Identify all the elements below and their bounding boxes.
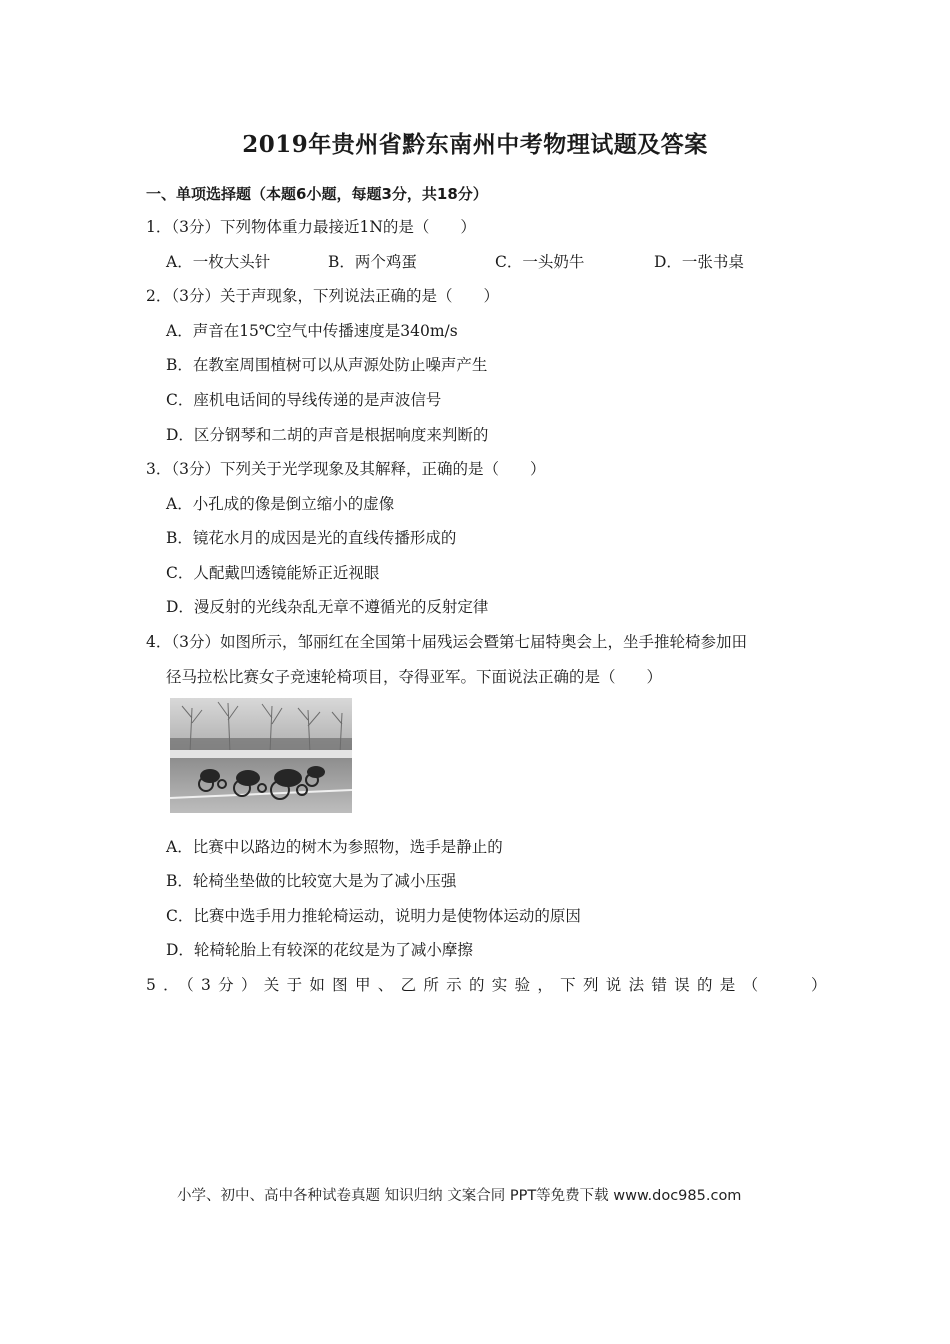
section-heading: 一、单项选择题（本题6小题，每题3分，共18分） (146, 185, 488, 203)
page-footer: 小学、初中、高中各种试卷真题 知识归纳 文案合同 PPT等免费下载 www.doc985.com (177, 1188, 742, 1204)
question-2-stem: 2．（3分）关于声现象，下列说法正确的是（ ） (146, 287, 499, 305)
question-4-stem-line2: 径马拉松比赛女子竞速轮椅项目，夺得亚军。下面说法正确的是（ ） (166, 668, 663, 686)
question-1-option-d: D．一张书桌 (654, 253, 744, 271)
page-title: 2019年贵州省黔东南州中考物理试题及答案 (242, 131, 708, 158)
question-3-option-c: C．人配戴凹透镜能矫正近视眼 (166, 564, 380, 582)
question-4-stem-line1: 4．（3分）如图所示，邹丽红在全国第十届残运会暨第七届特奥会上，坐手推轮椅参加田 (146, 633, 747, 651)
question-4-option-a: A．比赛中以路边的树木为参照物，选手是静止的 (166, 838, 503, 856)
question-1-option-c: C．一头奶牛 (495, 253, 585, 271)
question-3-stem: 3．（3分）下列关于光学现象及其解释，正确的是（ ） (146, 460, 546, 478)
question-1-option-b: B．两个鸡蛋 (328, 253, 417, 271)
question-3-option-b: B．镜花水月的成因是光的直线传播形成的 (166, 529, 457, 547)
question-1-stem: 1．（3分）下列物体重力最接近1N的是（ ） (146, 218, 476, 236)
question-5-stem: 5．（3分）关于如图甲、乙所示的实验，下列说法错误的是（ ） (146, 976, 834, 994)
question-3-option-d: D．漫反射的光线杂乱无章不遵循光的反射定律 (166, 598, 489, 616)
question-2-option-d: D．区分钢琴和二胡的声音是根据响度来判断的 (166, 426, 489, 444)
question-4-option-b: B．轮椅坐垫做的比较宽大是为了减小压强 (166, 872, 457, 890)
question-2-option-a: A．声音在15℃空气中传播速度是340m/s (166, 322, 458, 340)
question-1-option-a: A．一枚大头针 (166, 253, 271, 271)
question-3-option-a: A．小孔成的像是倒立缩小的虚像 (166, 495, 395, 513)
question-4-option-c: C．比赛中选手用力推轮椅运动，说明力是使物体运动的原因 (166, 907, 581, 925)
question-2-option-b: B．在教室周围植树可以从声源处防止噪声产生 (166, 356, 488, 374)
question-2-option-c: C．座机电话间的导线传递的是声波信号 (166, 391, 442, 409)
question-4-option-d: D．轮椅轮胎上有较深的花纹是为了减小摩擦 (166, 941, 473, 959)
wheelchair-race-photo (170, 698, 352, 813)
